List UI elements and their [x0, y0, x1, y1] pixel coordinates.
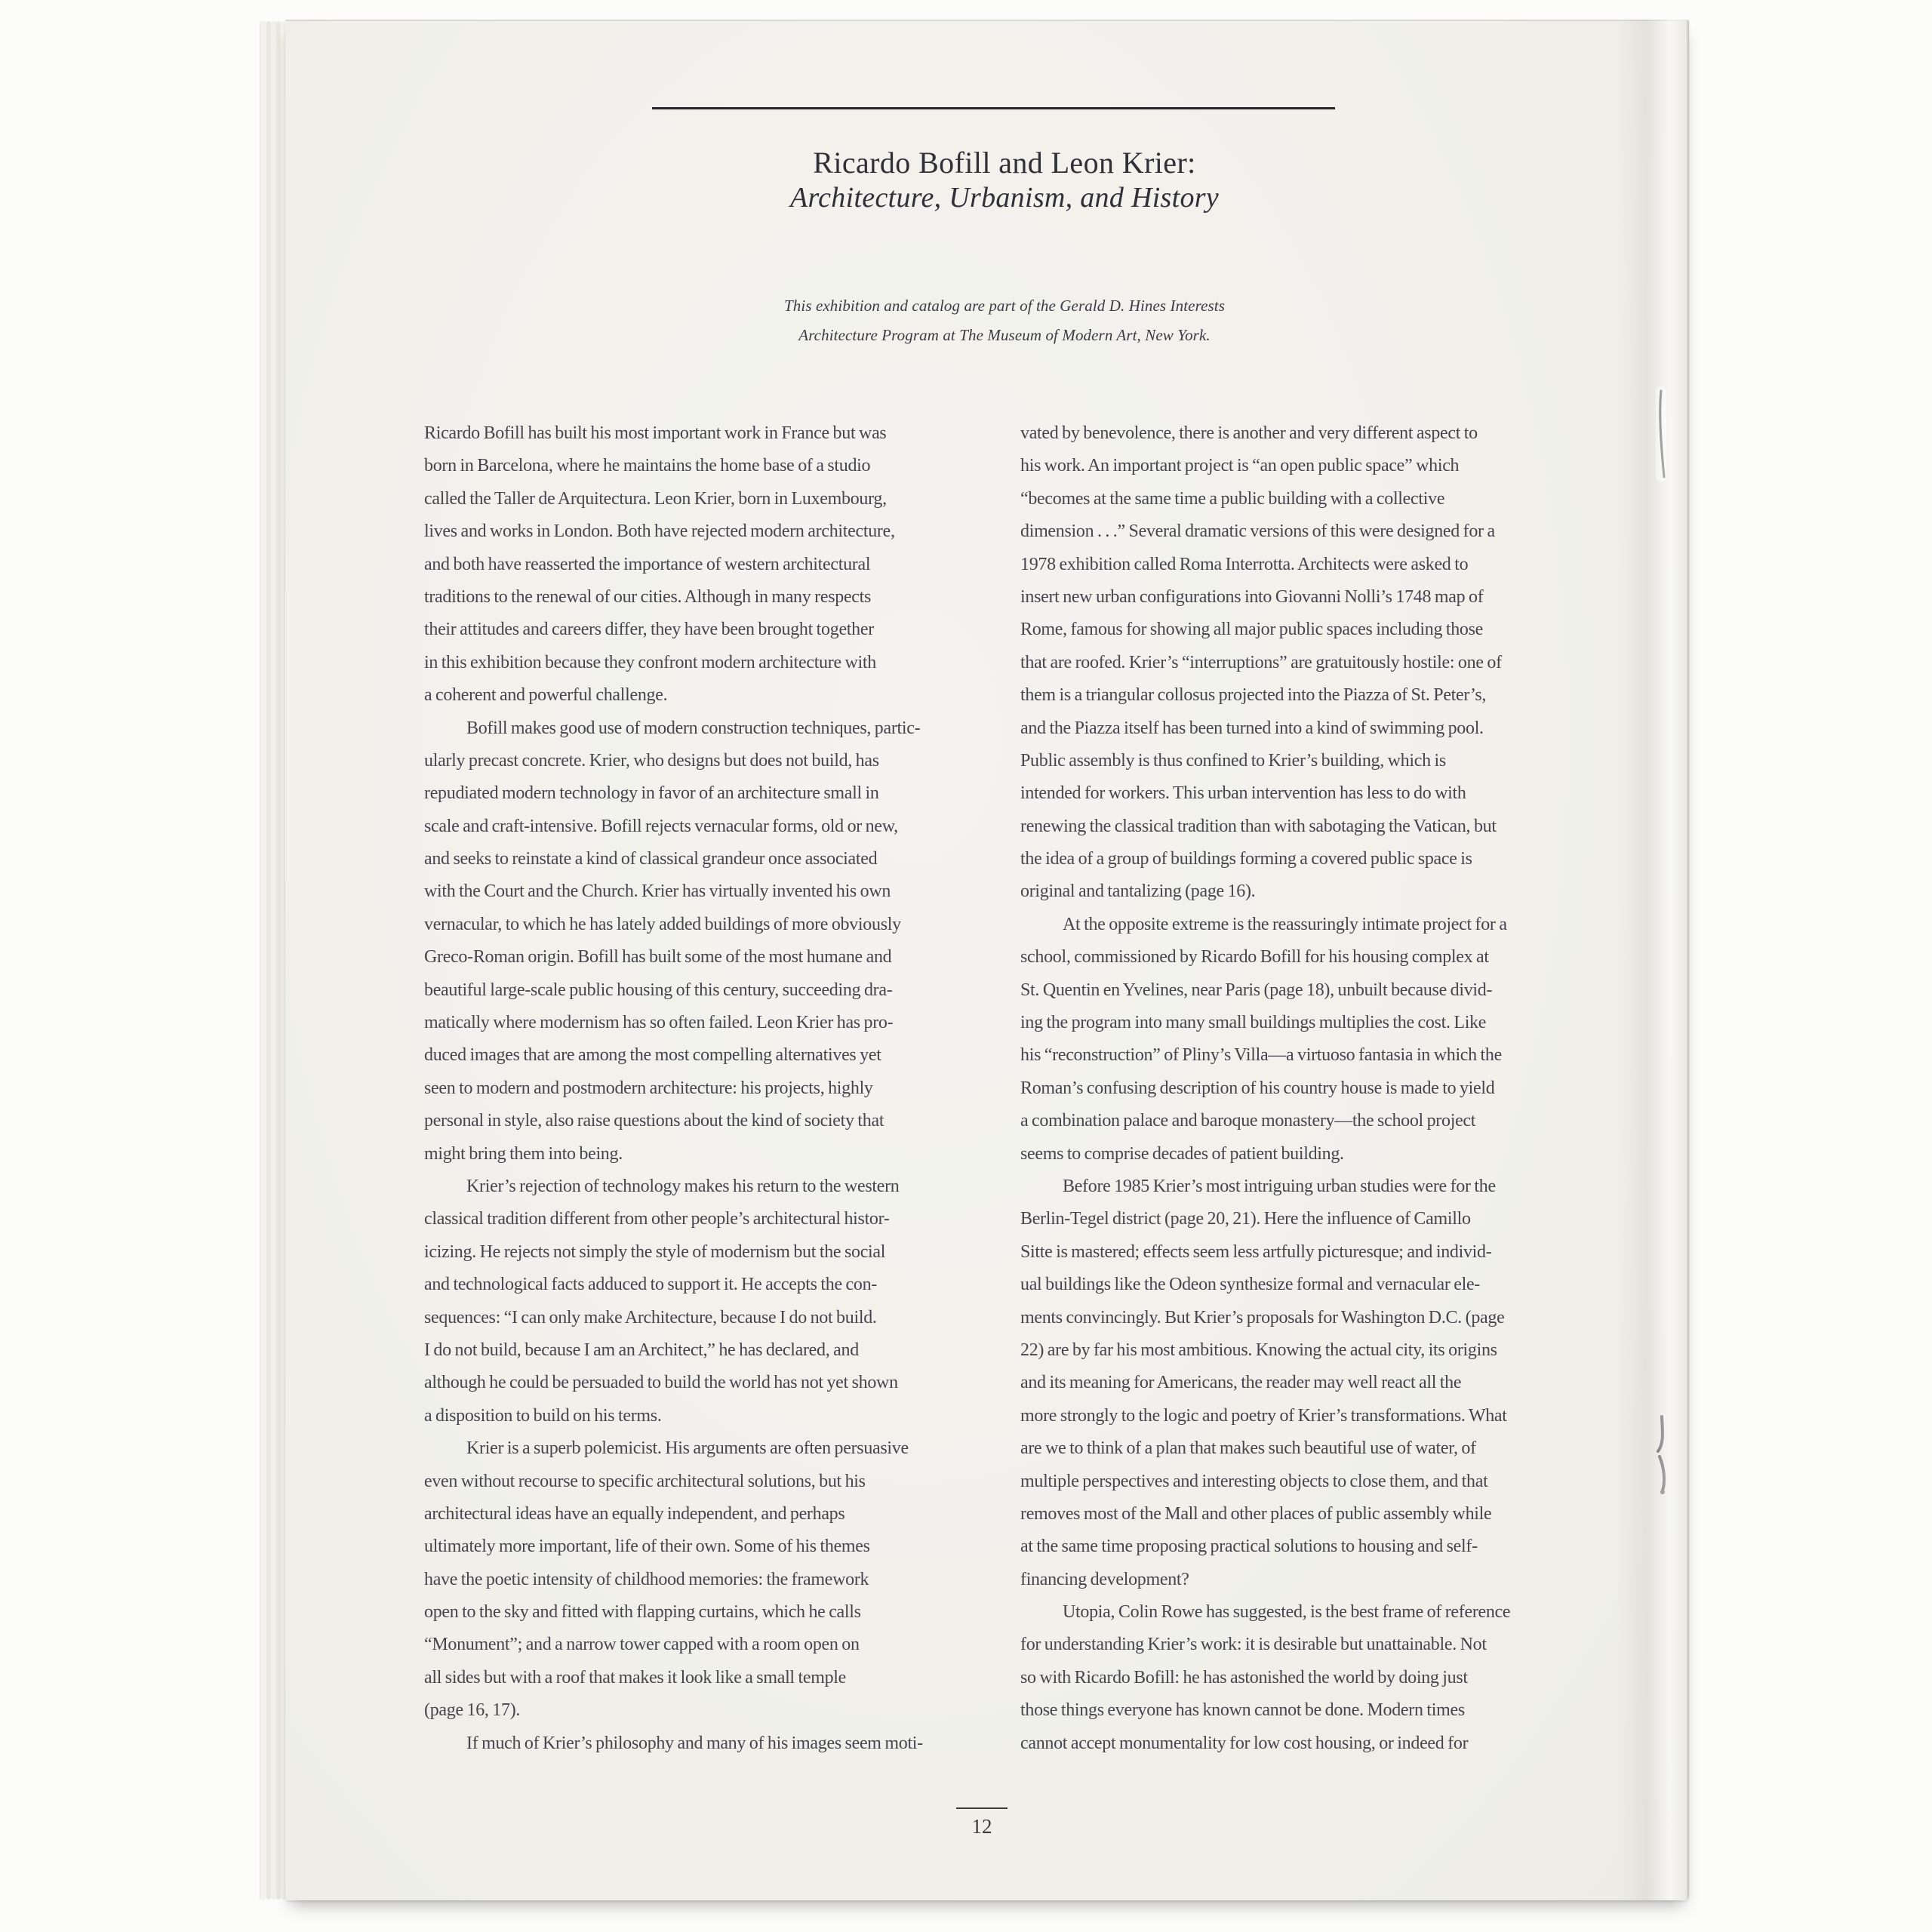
text-line: lives and works in London. Both have rejected modern architecture, — [424, 521, 895, 542]
folio-rule — [956, 1807, 1008, 1809]
text-line: Berlin-Tegel district (page 20, 21). Here the influence of Camillo — [1020, 1209, 1471, 1229]
text-line: cannot accept monumentality for low cost housing, or indeed for — [1020, 1733, 1469, 1753]
text-line: repudiated modern technology in favor of an architecture small in — [424, 783, 879, 804]
text-column-left — [424, 417, 993, 1760]
text-line: with the Court and the Church. Krier has virtually invented his own — [424, 881, 891, 902]
text-line: have the poetic intensity of childhood memories: the framework — [424, 1569, 869, 1589]
staple-mark-lower-1 — [1658, 1417, 1663, 1451]
page-number: 12 — [971, 1815, 992, 1838]
text-line: their attitudes and careers differ, they have been brought together — [424, 620, 874, 640]
text-line: financing development? — [1020, 1569, 1189, 1589]
text-line: architectural ideas have an equally independent, and perhaps — [424, 1503, 845, 1524]
text-line: vernacular, to which he has lately added buildings of more obviously — [424, 914, 901, 934]
text-line: school, commissioned by Ricardo Bofill for his housing complex at — [1020, 947, 1489, 968]
text-line: Utopia, Colin Rowe has suggested, is the best frame of reference — [1063, 1602, 1511, 1623]
subtitle-line-2: Architecture Program at The Museum of Modern Art, New York. — [798, 326, 1211, 344]
text-line: scale and craft-intensive. Bofill rejects vernacular forms, old or new, — [424, 816, 898, 836]
text-line: renewing the classical tradition than with sabotaging the Vatican, but — [1020, 816, 1497, 836]
text-line: in this exhibition because they confront modern architecture with — [424, 652, 876, 672]
text-line: 22) are by far his most ambitious. Knowing the actual city, its origins — [1020, 1340, 1497, 1360]
text-line: a disposition to build on his terms. — [424, 1405, 662, 1426]
text-line: sequences: “I can only make Architecture, because I do not build. — [424, 1307, 877, 1327]
text-line: and both have reasserted the importance of western architectural — [424, 554, 871, 574]
text-line: Sitte is mastered; effects seem less artfully picturesque; and individ- — [1020, 1241, 1492, 1262]
text-line: and seeks to reinstate a kind of classical grandeur once associated — [424, 849, 878, 869]
text-line: ing the program into many small buildings multiplies the cost. Like — [1020, 1013, 1487, 1033]
text-line: so with Ricardo Bofill: he has astonished the world by doing just — [1020, 1667, 1468, 1687]
text-line: although he could be persuaded to build the world has not yet shown — [424, 1373, 898, 1393]
text-line: multiple perspectives and interesting objects to close them, and that — [1020, 1471, 1488, 1491]
text-column-right — [1020, 417, 1589, 1760]
text-line: Krier is a superb polemicist. His arguments are often persuasive — [466, 1438, 909, 1459]
title-line-2: Architecture, Urbanism, and History — [789, 182, 1220, 214]
text-line: and its meaning for Americans, the reader may well react all the — [1020, 1373, 1462, 1393]
text-line: removes most of the Mall and other places of public assembly while — [1020, 1503, 1492, 1524]
text-line: If much of Krier’s philosophy and many of his images seem moti- — [466, 1733, 923, 1753]
staple-end-dot — [1660, 1490, 1665, 1494]
text-line: that are roofed. Krier’s “interruptions” are gratuitously hostile: one of — [1020, 652, 1502, 672]
article-title — [627, 145, 1382, 216]
text-line: 1978 exhibition called Roma Interrotta. Architects were asked to — [1020, 554, 1469, 574]
text-line: ual buildings like the Odeon synthesize formal and vernacular ele- — [1020, 1275, 1480, 1295]
text-line: insert new urban configurations into Giovanni Nolli’s 1748 map of — [1020, 586, 1484, 607]
article-subtitle — [627, 291, 1382, 350]
text-line: duced images that are among the most compelling alternatives yet — [424, 1045, 881, 1066]
text-line: Ricardo Bofill has built his most important work in France but was — [424, 423, 887, 443]
text-line: born in Barcelona, where he maintains the home base of a studio — [424, 456, 871, 476]
text-line: original and tantalizing (page 16). — [1020, 881, 1256, 902]
text-line: seen to modern and postmodern architecture: his projects, highly — [424, 1078, 873, 1098]
book-page — [285, 20, 1689, 1900]
text-line: ularly precast concrete. Krier, who designs but does not build, has — [424, 750, 879, 771]
title-line-1: Ricardo Bofill and Leon Krier: — [813, 146, 1196, 180]
text-line: even without recourse to specific architectural solutions, but his — [424, 1471, 866, 1491]
text-line: Public assembly is thus confined to Krier’s building, which is — [1020, 750, 1446, 771]
text-line: matically where modernism has so often failed. Leon Krier has pro- — [424, 1013, 894, 1033]
text-line: seems to comprise decades of patient building. — [1020, 1143, 1344, 1164]
text-line: icizing. He rejects not simply the style of modernism but the social — [424, 1241, 886, 1262]
page-stack-edge — [271, 21, 276, 1900]
text-line: traditions to the renewal of our cities. Although in many respects — [424, 586, 872, 607]
text-line: ments convincingly. But Krier’s proposals for Washington D.C. (page — [1020, 1307, 1505, 1327]
text-line: Rome, famous for showing all major public spaces including those — [1020, 620, 1484, 640]
text-line: at the same time proposing practical solutions to housing and self- — [1020, 1537, 1478, 1557]
text-line: dimension . . .” Several dramatic versions of this were designed for a — [1020, 521, 1495, 542]
text-line: At the opposite extreme is the reassuringly intimate project for a — [1063, 914, 1507, 934]
text-line: (page 16, 17). — [424, 1700, 521, 1721]
text-line: “Monument”; and a narrow tower capped with a room open on — [424, 1635, 860, 1655]
text-line: them is a triangular collosus projected into the Piazza of St. Peter’s, — [1020, 685, 1487, 706]
staple-mark-lower-2 — [1660, 1457, 1664, 1491]
text-line: “becomes at the same time a public building with a collective — [1020, 488, 1445, 509]
text-line: intended for workers. This urban intervention has less to do with — [1020, 783, 1466, 804]
staple-marks — [1641, 20, 1689, 1900]
text-line: Bofill makes good use of modern construction techniques, partic- — [466, 718, 921, 738]
text-line: more strongly to the logic and poetry of Krier’s transformations. What — [1020, 1405, 1507, 1426]
text-line: for understanding Krier’s work: it is desirable but unattainable. Not — [1020, 1635, 1487, 1655]
text-line: Greco-Roman origin. Bofill has built some of the most humane and — [424, 947, 892, 968]
subtitle-line-1: This exhibition and catalog are part of the Gerald D. Hines Interests — [784, 297, 1225, 315]
text-line: might bring them into being. — [424, 1143, 623, 1164]
text-line: I do not build, because I am an Architect,” he has declared, and — [424, 1340, 859, 1360]
page-stack-edge — [260, 21, 266, 1900]
text-line: are we to think of a plan that makes such beautiful use of water, of — [1020, 1438, 1476, 1459]
text-line: all sides but with a roof that makes it look like a small temple — [424, 1667, 847, 1687]
text-line: Before 1985 Krier’s most intriguing urban studies were for the — [1063, 1176, 1496, 1196]
text-line: his work. An important project is “an open public space” which — [1020, 456, 1460, 476]
text-line: Roman’s confusing description of his country house is made to yield — [1020, 1078, 1495, 1098]
text-line: called the Taller de Arquitectura. Leon Krier, born in Luxembourg, — [424, 488, 887, 509]
text-line: personal in style, also raise questions about the kind of society that — [424, 1111, 884, 1131]
text-line: a combination palace and baroque monastery—the school project — [1020, 1111, 1476, 1131]
text-line: beautiful large-scale public housing of this century, succeeding dra- — [424, 980, 893, 1000]
folio — [955, 1807, 1009, 1838]
text-line: the idea of a group of buildings forming a covered public space is — [1020, 849, 1472, 869]
text-line: St. Quentin en Yvelines, near Paris (page 18), unbuilt because divid- — [1020, 980, 1493, 1000]
text-line: his “reconstruction” of Pliny’s Villa—a virtuoso fantasia in which the — [1020, 1045, 1502, 1066]
text-line: Krier’s rejection of technology makes his return to the western — [466, 1176, 900, 1196]
text-line: classical tradition different from other people’s architectural histor- — [424, 1209, 890, 1229]
body-text — [424, 417, 1589, 1760]
header-rule — [652, 107, 1335, 109]
text-line: a coherent and powerful challenge. — [424, 685, 668, 706]
text-line: open to the sky and fitted with flapping curtains, which he calls — [424, 1602, 861, 1623]
text-line: vated by benevolence, there is another and very different aspect to — [1020, 423, 1478, 443]
text-line: and the Piazza itself has been turned into a kind of swimming pool. — [1020, 718, 1484, 738]
staple-mark-upper — [1660, 391, 1664, 477]
text-line: ultimately more important, life of their own. Some of his themes — [424, 1537, 870, 1557]
text-line: and technological facts adduced to support it. He accepts the con- — [424, 1275, 877, 1295]
text-line: those things everyone has known cannot be done. Modern times — [1020, 1700, 1465, 1721]
